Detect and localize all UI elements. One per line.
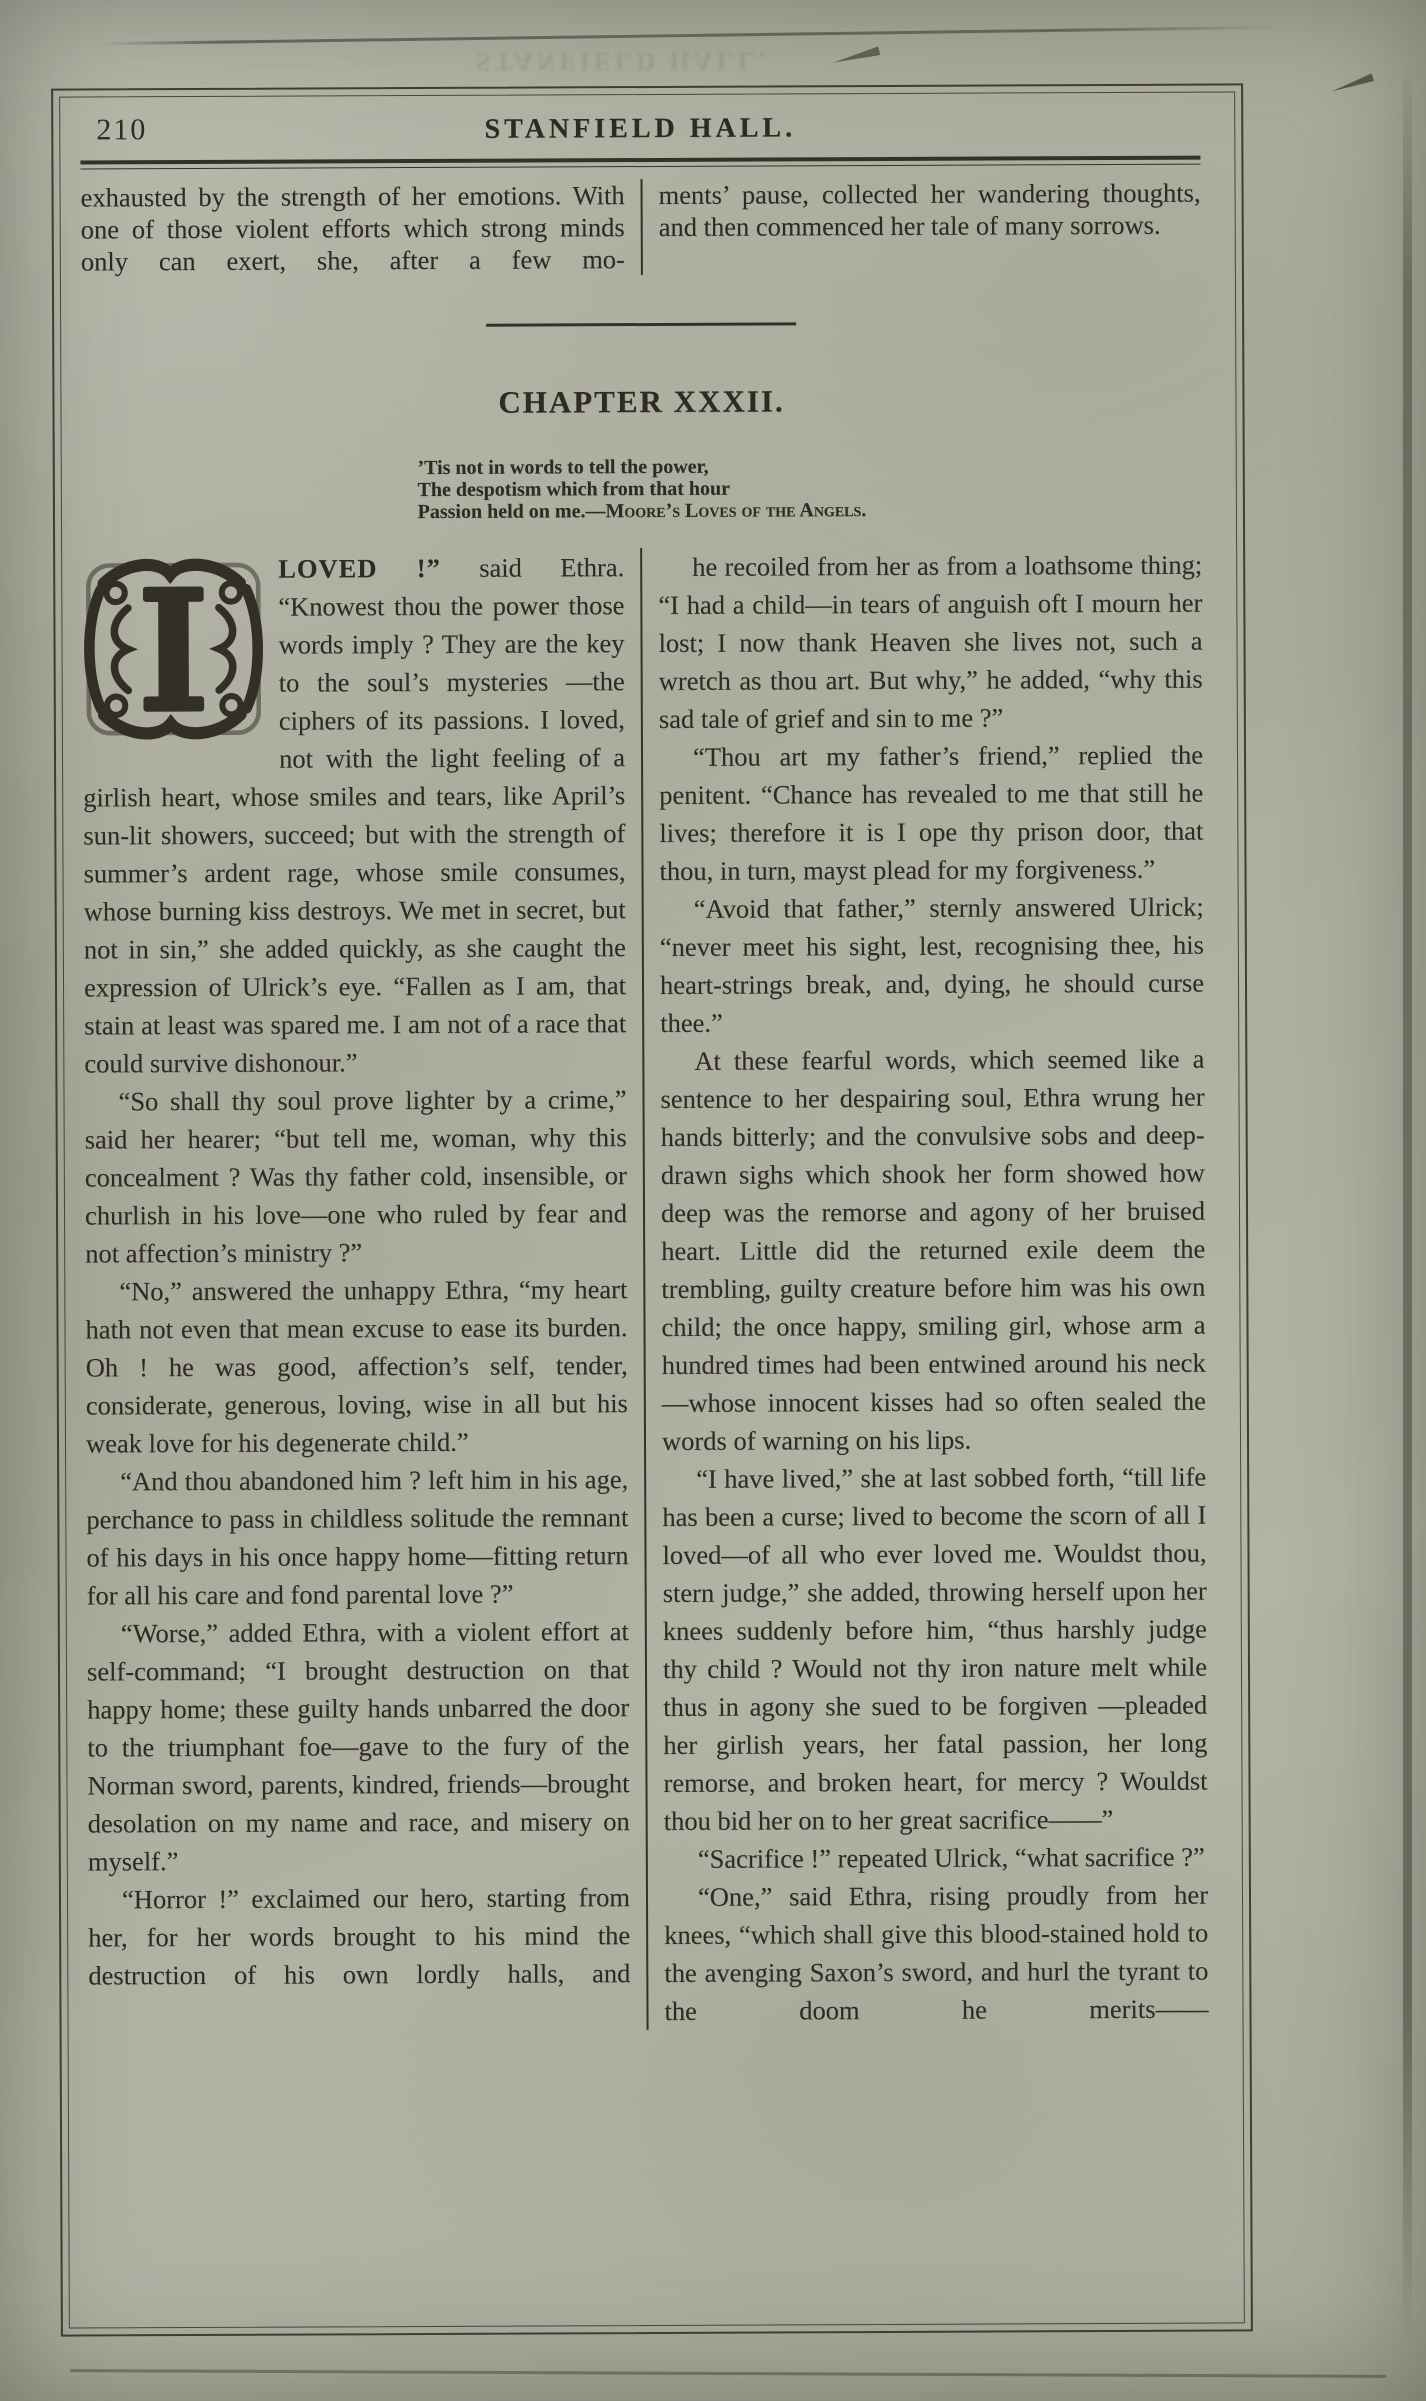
running-title: STANFIELD HALL. xyxy=(484,112,797,145)
paragraph: “Avoid that father,” sternly answered Ulrick; “never meet his sight, lest, recognising thee, his heart-strings break, and, dying, he should curse thee.” xyxy=(659,891,1205,1038)
opening-word: LOVED !” xyxy=(278,552,441,584)
page-edge-bottom xyxy=(70,2369,1386,2378)
printed-page-frame xyxy=(51,83,1253,2336)
page-corner-mark xyxy=(1330,73,1374,94)
opening-paragraph-text: said Ethra. “Knowest thou the power those words imply ? They are the key to the soul’s mysteries —the ciphers of its passions. I loved, not with the light feeling of a girlish heart, whose smiles and tears, like April’s sun-lit showers, succeed; but with the strength of summer’s ardent rage, whose smile consumes, whose burning kiss destroys. We met in secret, but not in sin,” she added quickly, as she caught the expression of Ulrick’s eye. “Fallen as I am, that stain at least was spared me. I am not of a race that could survive dishonour.” xyxy=(83,552,627,1079)
intro-left-column: exhausted by the strength of her emotions. With one of those violent efforts which strong minds only can exert, she, after a few mo- xyxy=(80,180,625,277)
paragraph: “Sacrifice !” repeated Ulrick, “what sacrifice ?” xyxy=(697,1841,1205,1874)
paragraph: “One,” said Ethra, rising proudly from her knees, “which shall give this blood-stained hold to the avenging Saxon’s sword, and hurl the tyrant to the doom he merits—— xyxy=(664,1879,1209,2026)
paragraph: “I have lived,” she at last sobbed forth, “till life has been a curse; lived to become the scorn of all I loved—of all who ever loved me. Wouldst thou, stern judge,” she added, throwing herself upon her knees suddenly before him, “thus harshly judge thy child ? Would not thy iron nature melt while thus in agony she sued to be forgiven —pleaded her girlish years, her fatal passion, her long remorse, and broken heart, for mercy ? Wouldst thou bid her on to her great sacrifice——” xyxy=(662,1461,1208,1836)
page-number: 210 xyxy=(96,113,148,147)
epigraph xyxy=(417,455,866,523)
paragraph: “So shall thy soul prove lighter by a crime,” said her hearer; “but tell me, woman, why this concealment ? Was thy father cold, insensible, or churlish in his love—one who ruled by fear and not affection’s ministry ?” xyxy=(84,1084,628,1269)
page-edge-top xyxy=(100,26,1280,45)
chapter-heading: CHAPTER XXXII. xyxy=(498,383,785,420)
header-rule xyxy=(80,156,1200,170)
page-edge-right xyxy=(1403,60,1412,2341)
paragraph: “Horror !” exclaimed our hero, starting from her, for her words brought to his mind the destruction of his own lordly halls, and xyxy=(88,1882,631,1991)
section-divider-rule xyxy=(486,322,796,326)
body-left-column xyxy=(82,548,648,2032)
paragraph: “Worse,” added Ethra, with a violent effort at self-command; “I brought destruction on that happy home; these guilty hands unbarred the door to the triumphant foe—gave to the fury of the Norman sword, parents, kindred, friends—brought desolation on my name and race, and misery on myself.” xyxy=(86,1616,630,1877)
chapter-body xyxy=(82,546,1208,2033)
epigraph-attribution: Moore’s Loves of the Angels. xyxy=(605,499,867,523)
epigraph-line-1: ’Tis not in words to tell the power, xyxy=(417,455,709,480)
paragraph: he recoiled from her as from a loathsome thing; “I had a child—in tears of anguish oft I mourn her lost; I now thank Heaven she lives not, such a wretch as thou art. But why,” he added, “why this sad tale of grief and sin to me ?” xyxy=(658,549,1203,734)
page-content-area xyxy=(59,91,1245,2328)
paragraph: “No,” answered the unhappy Ethra, “my heart hath not even that mean excuse to ease its burden. Oh ! he was good, affection’s self, tender, considerate, generous, loving, wise in all but his weak love for his degenerate child.” xyxy=(85,1274,628,1459)
body-right-column xyxy=(642,546,1208,2030)
paragraph: “And thou abandoned him ? left him in his age, perchance to pass in childless solitude the remnant of his days in his once happy home—fitting return for all his care and fond parental love ?” xyxy=(86,1464,629,1611)
opening-paragraph xyxy=(82,548,626,1082)
ornamental-initial-icon xyxy=(82,556,265,743)
intro-right-column: ments’ pause, collected her wandering thoughts, and then commenced her tale of many sorrows. xyxy=(641,177,1201,275)
paragraph: At these fearful words, which seemed like a sentence to her despairing soul, Ethra wrung her hands bitterly; and the convulsive sobs and deep-drawn sighs which shook her form showed how deep was the remorse and agony of her bruised heart. Little did the returned exile deem the trembling, guilty creature before him was his own child; the once happy, smiling girl, whose arm a hundred times had been entwined around his neck—whose innocent kisses had so often sealed the words of warning on his lips. xyxy=(660,1043,1206,1456)
bleedthrough-running-title: STANFIELD HALL. xyxy=(476,47,770,76)
epigraph-line-3-text: Passion held on me.— xyxy=(417,500,606,524)
epigraph-line-3 xyxy=(418,499,867,523)
paragraph: “Thou art my father’s friend,” replied the penitent. “Chance has revealed to me that still he lives; therefore it is I ope thy prison door, that thou, in turn, mayst plead for my forgiveness.” xyxy=(659,739,1204,886)
intro-section xyxy=(81,177,1201,278)
page-header xyxy=(80,101,1200,154)
epigraph-line-2: The despotism which from that hour xyxy=(417,477,731,502)
left-column-paragraphs xyxy=(84,1080,630,1994)
